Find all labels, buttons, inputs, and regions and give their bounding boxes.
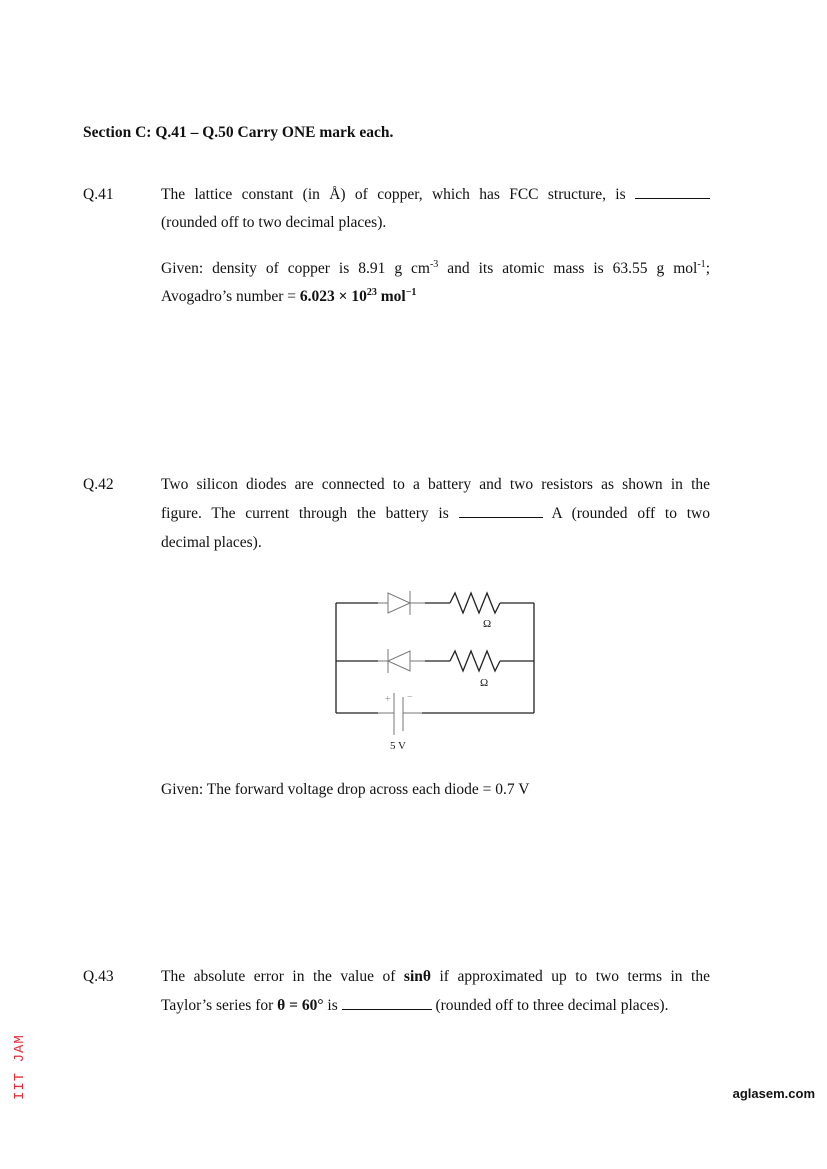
q42-text-line2 — [161, 505, 710, 523]
diode-forward-icon — [378, 591, 425, 615]
answer-blank — [459, 505, 543, 518]
q43-stem: if approximated up to two terms in the — [430, 968, 710, 985]
resistor-2-label: Ω — [480, 677, 489, 689]
battery-minus-label: − — [407, 692, 413, 703]
q41-text-line2: (rounded off to two decimal places). — [161, 214, 387, 231]
question-number-41: Q.41 — [83, 186, 114, 203]
q42-text-line3: decimal places). — [161, 534, 262, 551]
avogadro-value: 6.023 × 10 — [299, 288, 367, 305]
q41-given-line1 — [161, 260, 710, 278]
exponent: −1 — [405, 286, 417, 298]
answer-blank — [342, 997, 432, 1010]
q42-given: Given: The forward voltage drop across each diode = 0.7 V — [161, 781, 530, 798]
question-number-43: Q.43 — [83, 968, 114, 985]
circuit-diagram — [330, 585, 545, 760]
exponent: -3 — [429, 258, 439, 270]
unit: mol — [376, 288, 406, 305]
q41-stem: The lattice constant (in Å) of copper, which has FCC structure, is — [161, 186, 626, 203]
resistor-1-label: Ω — [483, 618, 492, 630]
given-text: Given: density of copper is 8.91 g cm — [161, 260, 430, 277]
battery-voltage-label: 5 V — [390, 740, 406, 752]
diode-reverse-icon — [378, 649, 425, 673]
circuit-wires — [336, 603, 534, 713]
battery-plus-label: + — [385, 694, 391, 705]
math-expression: θ = 60° — [277, 997, 324, 1014]
exponent: 23 — [366, 286, 377, 298]
q41-text-line1 — [161, 186, 710, 204]
q42-stem: figure. The current through the battery is — [161, 505, 449, 522]
q43-text-line2 — [161, 997, 710, 1015]
q42-text-line1: Two silicon diodes are connected to a battery and two resistors as shown in the — [161, 476, 710, 493]
section-header: Section C: Q.41 – Q.50 Carry ONE mark each. — [83, 124, 394, 141]
q43-stem: The absolute error in the value of — [161, 968, 404, 985]
resistor-2-icon — [450, 651, 500, 671]
q41-given-line2 — [161, 288, 710, 306]
given-text: Avogadro’s number = — [161, 288, 300, 305]
brand-footer: aglasem.com — [732, 1086, 815, 1101]
exponent: -1 — [697, 258, 706, 270]
q42-stem: A (rounded off to two — [551, 505, 710, 522]
watermark: IIT JAM — [12, 1034, 28, 1100]
q43-stem: is — [323, 997, 338, 1014]
q43-stem: Taylor’s series for — [161, 997, 278, 1014]
question-number-42: Q.42 — [83, 476, 114, 493]
q43-text-line1 — [161, 968, 710, 986]
resistor-1-icon — [450, 593, 500, 613]
given-text: and its atomic mass is 63.55 g mol — [438, 260, 698, 277]
answer-blank — [635, 186, 710, 199]
math-expression: sinθ — [403, 968, 431, 985]
q43-stem: (rounded off to three decimal places). — [435, 997, 669, 1014]
given-text: ; — [705, 260, 710, 277]
